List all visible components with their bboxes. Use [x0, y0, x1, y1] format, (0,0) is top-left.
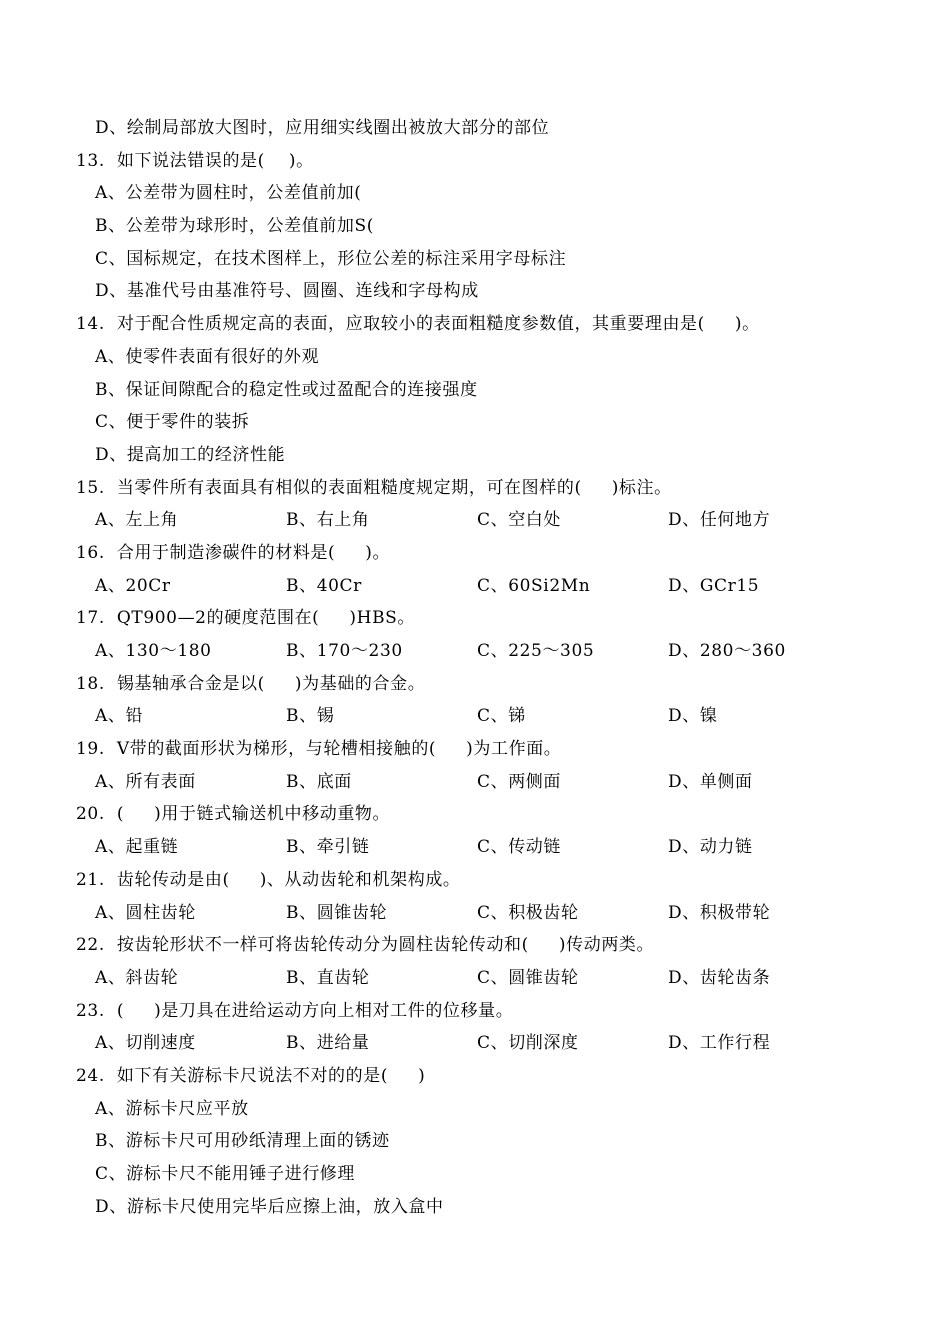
question-text: 17. QT900—2的硬度范围在( )HBS。	[76, 608, 416, 629]
exam-questions	[76, 112, 906, 1223]
option-text: D、提高加工的经济性能	[95, 444, 286, 465]
options-row	[76, 1027, 906, 1060]
options-row	[76, 831, 906, 864]
option-text: A、切削速度	[95, 1033, 196, 1054]
options-row	[76, 504, 906, 537]
options-row	[76, 766, 906, 799]
option-text: B、锡	[286, 706, 335, 727]
option-text: B、右上角	[286, 510, 370, 531]
option-text: C、传动链	[477, 837, 562, 858]
option-text: A、使零件表面有很好的外观	[95, 346, 320, 367]
question-text: 19. V带的截面形状为梯形，与轮槽相接触的( )为工作面。	[76, 739, 562, 760]
option-text: D、280～360	[668, 641, 786, 661]
question-text: 22. 按齿轮形状不一样可将齿轮传动分为圆柱齿轮传动和( )传动两类。	[76, 935, 655, 956]
question-text: 23. ( )是刀具在进给运动方向上相对工件的位移量。	[76, 1000, 514, 1021]
option-text: C、锑	[477, 706, 526, 727]
option-text: D、基准代号由基准符号、圆圈、连线和字母构成	[95, 281, 479, 302]
option-text: B、170～230	[286, 641, 403, 661]
option-text: C、60Si2Mn	[477, 575, 591, 596]
option-text: C、225～305	[477, 641, 595, 661]
option-text: D、齿轮齿条	[668, 967, 771, 988]
option-text: A、铅	[95, 706, 144, 727]
option-text: B、保证间隙配合的稳定性或过盈配合的连接强度	[95, 379, 478, 400]
option-text: D、任何地方	[668, 510, 771, 531]
option-text: A、所有表面	[95, 771, 196, 792]
option-text: B、直齿轮	[286, 967, 370, 988]
option-text: D、绘制局部放大图时，应用细实线圈出被放大部分的部位	[95, 118, 550, 138]
option-text: A、公差带为圆柱时，公差值前加(	[95, 183, 362, 204]
option-text: A、斜齿轮	[95, 967, 179, 988]
option-text: D、单侧面	[668, 771, 753, 792]
option-text: B、牵引链	[286, 837, 370, 858]
option-text: C、圆锥齿轮	[477, 967, 579, 988]
option-text: C、空白处	[477, 510, 562, 531]
option-text: C、游标卡尺不能用锤子进行修理	[95, 1164, 356, 1184]
option-text: A、圆柱齿轮	[95, 902, 196, 923]
option-text: A、左上角	[95, 510, 179, 531]
options-row	[76, 570, 906, 603]
question-text: 21. 齿轮传动是由( )、从动齿轮和机架构成。	[76, 869, 461, 890]
options-row	[76, 635, 906, 668]
option-text: B、40Cr	[286, 575, 362, 596]
options-row	[76, 962, 906, 995]
options-row	[76, 897, 906, 930]
options-row	[76, 700, 906, 733]
option-text: C、便于零件的装拆	[95, 412, 250, 433]
option-text: D、积极带轮	[668, 902, 771, 923]
option-text: C、积极齿轮	[477, 902, 579, 923]
option-text: C、两侧面	[477, 771, 562, 792]
question-text: 18. 锡基轴承合金是以( )为基础的合金。	[76, 673, 426, 694]
option-text: B、游标卡尺可用砂纸清理上面的锈迹	[95, 1131, 390, 1152]
option-text: D、镍	[668, 706, 718, 727]
option-text: C、切削深度	[477, 1033, 579, 1054]
question-text: 14. 对于配合性质规定高的表面，应取较小的表面粗糙度参数值，其重要理由是( )。	[76, 314, 760, 335]
option-text: A、游标卡尺应平放	[95, 1098, 249, 1119]
option-text: C、国标规定，在技术图样上，形位公差的标注采用字母标注	[95, 248, 567, 269]
option-text: B、底面	[286, 771, 352, 792]
question-text: 15. 当零件所有表面具有相似的表面粗糙度规定期，可在图样的( )标注。	[76, 477, 672, 498]
option-text: B、进给量	[286, 1033, 370, 1054]
question-text: 20. ( )用于链式输送机中移动重物。	[76, 804, 391, 825]
option-text: D、动力链	[668, 837, 753, 858]
option-text: D、GCr15	[668, 575, 760, 596]
question-text: 24. 如下有关游标卡尺说法不对的的是( )	[76, 1065, 426, 1086]
question-text: 16. 合用于制造渗碳件的材料是( )。	[76, 542, 391, 563]
option-text: D、工作行程	[668, 1033, 771, 1054]
question-text: 13. 如下说法错误的是( )。	[76, 150, 314, 171]
option-text: A、20Cr	[95, 575, 171, 596]
option-text: B、公差带为球形时，公差值前加S(	[95, 216, 374, 237]
option-text: B、圆锥齿轮	[286, 902, 388, 923]
option-text: A、起重链	[95, 837, 179, 858]
option-text: A、130～180	[95, 641, 212, 661]
option-text: D、游标卡尺使用完毕后应擦上油，放入盒中	[95, 1196, 444, 1217]
